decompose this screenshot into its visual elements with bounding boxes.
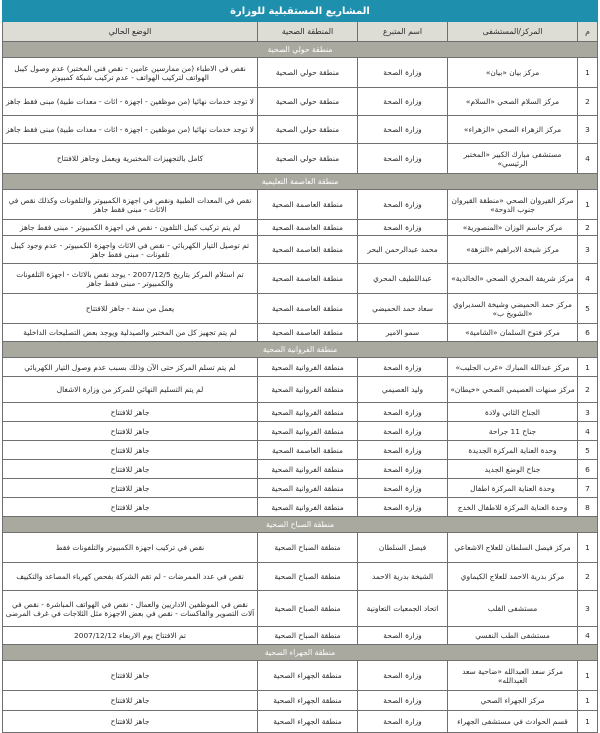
section-title: منطقة الفروانية الصحية (3, 342, 598, 358)
table-row (3, 661, 598, 691)
projects-document (2, 0, 598, 733)
center-name: وحدة العناية المركزة للاطفال الخدج (448, 498, 578, 517)
center-name: مركز شريفة المحري الصحي «الخالدية» (448, 264, 578, 294)
health-region: منطقة العاصمة الصحية (258, 294, 358, 324)
center-name: مستشفى القلب (448, 591, 578, 627)
sponsor-name: وزارة الصحة (358, 403, 448, 422)
health-region: منطقة الفروانية الصحية (258, 377, 358, 403)
health-region: منطقة الفروانية الصحية (258, 479, 358, 498)
col-header-status: الوضع الحالي (3, 22, 258, 42)
table-row (3, 190, 598, 220)
center-name: مركز فيصل السلطان للعلاج الاشعاعي (448, 533, 578, 563)
row-number: 5 (578, 294, 598, 324)
current-status: لم يتم التسليم النهائي للمركز من وزارة الاشغال (3, 377, 258, 403)
center-name: مركز فتوح السلمان «الشامية» (448, 324, 578, 342)
table-row (3, 294, 598, 324)
sponsor-name: وزارة الصحة (358, 627, 448, 645)
sponsor-name: الشيخة بدرية الاحمد (358, 563, 448, 591)
table-row (3, 144, 598, 174)
sponsor-name: وزارة الصحة (358, 479, 448, 498)
center-name: مركز السلام الصحي «السلام» (448, 88, 578, 116)
health-region: منطقة العاصمة الصحية (258, 220, 358, 236)
center-name: مركز شيخة الابراهيم «النزهة» (448, 236, 578, 264)
health-region: منطقة العاصمة الصحية (258, 236, 358, 264)
row-number: 1 (578, 58, 598, 88)
row-number: 4 (578, 627, 598, 645)
current-status: تم استلام المركز بتاريخ 2007/12/5 - يوجد نقص بالاثاث - اجهزة التلفونات والكمبيوتر - مبنى فقط جاهز (3, 264, 258, 294)
row-number: 2 (578, 377, 598, 403)
current-status: نقص في عدد الممرضات - لم تقم الشركة بفحص كهرباء المصاعد والتكييف (3, 563, 258, 591)
health-region: منطقة الفروانية الصحية (258, 422, 358, 441)
header-row (3, 22, 598, 42)
sponsor-name: وزارة الصحة (358, 498, 448, 517)
table-row (3, 533, 598, 563)
table-row (3, 403, 598, 422)
current-status: جاهز للافتتاح (3, 711, 258, 733)
row-number: 1 (578, 190, 598, 220)
sponsor-name: وزارة الصحة (358, 441, 448, 460)
table-row (3, 498, 598, 517)
table-row (3, 422, 598, 441)
center-name: وحدة العناية المركزة اطفال (448, 479, 578, 498)
center-name: مركز عبدالله المبارك «غرب الجليب» (448, 358, 578, 377)
center-name: مركز جاسم الوزان «المنصورية» (448, 220, 578, 236)
row-number: 1 (578, 358, 598, 377)
health-region: منطقة العاصمة الصحية (258, 190, 358, 220)
row-number: 6 (578, 460, 598, 479)
row-number: 6 (578, 324, 598, 342)
table-row (3, 691, 598, 711)
sponsor-name: وزارة الصحة (358, 661, 448, 691)
table-row (3, 358, 598, 377)
section-title: منطقة العاصمة التعليمية (3, 174, 598, 190)
health-region: منطقة حولي الصحية (258, 58, 358, 88)
row-number: 1 (578, 661, 598, 691)
current-status: تم توصيل التيار الكهربائي - نقص في الاثاث واجهزة الكمبيوتر - عدم وجود كيبل تلفونات - مبنى فقط جاهز (3, 236, 258, 264)
current-status: جاهز للافتتاح (3, 479, 258, 498)
row-number: 1 (578, 691, 598, 711)
health-region: منطقة الجهراء الصحية (258, 711, 358, 733)
sponsor-name: سمو الامير (358, 324, 448, 342)
sponsor-name: وزارة الصحة (358, 460, 448, 479)
current-status: نقص في الاطباء (من ممارسين عامين - نقص فني المختبر) عدم وصول كيبل الهواتف لتركيب الهواتف - عدم تركيب شبكة كمبيوتر (3, 58, 258, 88)
sponsor-name: وزارة الصحة (358, 691, 448, 711)
table-row (3, 88, 598, 116)
center-name: مركز بدرية الاحمد للعلاج الكيماوي (448, 563, 578, 591)
table-row (3, 591, 598, 627)
center-name: قسم الحوادث في مستشفى الجهراء (448, 711, 578, 733)
projects-table (2, 0, 598, 733)
table-row (3, 479, 598, 498)
health-region: منطقة الفروانية الصحية (258, 498, 358, 517)
row-number: 1 (578, 711, 598, 733)
health-region: منطقة الصباح الصحية (258, 533, 358, 563)
current-status: يعمل من سنة - جاهز للافتتاح (3, 294, 258, 324)
health-region: منطقة الصباح الصحية (258, 591, 358, 627)
current-status: نقص في تركيب اجهزة الكمبيوتر والتلفونات فقط (3, 533, 258, 563)
current-status: جاهز للافتتاح (3, 691, 258, 711)
center-name: مركز سعد العبدالله «ضاحية سعد العبدالله» (448, 661, 578, 691)
current-status: جاهز للافتتاح (3, 661, 258, 691)
current-status: جاهز للافتتاح (3, 460, 258, 479)
table-row (3, 220, 598, 236)
current-status: جاهز للافتتاح (3, 403, 258, 422)
center-name: مركز القيروان الصحي «منطقة القيروان جنوب الدوحة» (448, 190, 578, 220)
section-row (3, 342, 598, 358)
center-name: مركز بيان «بيان» (448, 58, 578, 88)
health-region: منطقة الفروانية الصحية (258, 460, 358, 479)
center-name: مركز صنهات العصيمي الصحي «خيطان» (448, 377, 578, 403)
row-number: 3 (578, 403, 598, 422)
row-number: 4 (578, 264, 598, 294)
table-title-row (3, 1, 598, 22)
current-status: جاهز للافتتاح (3, 422, 258, 441)
current-status: كامل بالتجهيزات المختبرية ويعمل وجاهز للافتتاح (3, 144, 258, 174)
table-row (3, 236, 598, 264)
health-region: منطقة العاصمة الصحية (258, 324, 358, 342)
health-region: منطقة الجهراء الصحية (258, 661, 358, 691)
row-number: 1 (578, 533, 598, 563)
current-status: نقص في المعدات الطبية ونقص في اجهزة الكمبيوتر والتلفونات وكذلك نقص في الاثاث - مبنى فقط جاهز (3, 190, 258, 220)
table-row (3, 711, 598, 733)
center-name: الجناح الثاني ولادة (448, 403, 578, 422)
center-name: مستشفى الطب النفسي (448, 627, 578, 645)
section-title: منطقة الصباح الصحية (3, 517, 598, 533)
center-name: جناح 11 جراحة (448, 422, 578, 441)
sponsor-name: وزارة الصحة (358, 190, 448, 220)
row-number: 4 (578, 144, 598, 174)
sponsor-name: وزارة الصحة (358, 220, 448, 236)
section-row (3, 517, 598, 533)
sponsor-name: محمد عبدالرحمن البحر (358, 236, 448, 264)
current-status: جاهز للافتتاح (3, 441, 258, 460)
sponsor-name: وزارة الصحة (358, 711, 448, 733)
health-region: منطقة الفروانية الصحية (258, 358, 358, 377)
row-number: 3 (578, 591, 598, 627)
center-name: جناح الوضع الجديد (448, 460, 578, 479)
row-number: 5 (578, 441, 598, 460)
sponsor-name: وزارة الصحة (358, 116, 448, 144)
table-title: المشاريع المستقبلية للوزارة (3, 1, 598, 22)
current-status: نقص في الموظفين الاداريين والعمال - نقص في الهواتف المباشرة - نقص في آلات التصوير والفاكسات - نقص في بعض الاجهزة مثل الثلاجات في غرف المرضى (3, 591, 258, 627)
sponsor-name: اتحاد الجمعيات التعاونية (358, 591, 448, 627)
center-name: وحدة العناية المركزة الجديدة (448, 441, 578, 460)
sponsor-name: وزارة الصحة (358, 88, 448, 116)
section-title: منطقة الجهراء الصحية (3, 645, 598, 661)
table-row (3, 441, 598, 460)
table-row (3, 377, 598, 403)
current-status: لم يتم تسلم المركز حتى الآن وذلك بسبب عدم وصول التيار الكهربائي (3, 358, 258, 377)
health-region: منطقة الفروانية الصحية (258, 403, 358, 422)
col-header-region: المنطقة الصحية (258, 22, 358, 42)
table-row (3, 116, 598, 144)
row-number: 4 (578, 422, 598, 441)
sponsor-name: وزارة الصحة (358, 58, 448, 88)
row-number: 7 (578, 479, 598, 498)
health-region: منطقة الجهراء الصحية (258, 691, 358, 711)
sponsor-name: سعاد حمد الحميضي (358, 294, 448, 324)
table-row (3, 58, 598, 88)
section-title: منطقة حولي الصحية (3, 42, 598, 58)
sponsor-name: وزارة الصحة (358, 358, 448, 377)
current-status: لا توجد خدمات نهائيا (من موظفين - اجهزة - اثاث - معدات طبية) مبنى فقط جاهز (3, 88, 258, 116)
sponsor-name: وزارة الصحة (358, 144, 448, 174)
sponsor-name: عبداللطيف المحري (358, 264, 448, 294)
health-region: منطقة العاصمة الصحية (258, 441, 358, 460)
sponsor-name: وليد العصيمي (358, 377, 448, 403)
health-region: منطقة الصباح الصحية (258, 627, 358, 645)
health-region: منطقة العاصمة الصحية (258, 264, 358, 294)
health-region: منطقة حولي الصحية (258, 144, 358, 174)
row-number: 3 (578, 236, 598, 264)
row-number: 2 (578, 563, 598, 591)
current-status: جاهز للافتتاح (3, 498, 258, 517)
table-row (3, 627, 598, 645)
center-name: مركز حمد الحميضي وشيخة السديراوي «الشويخ ب» (448, 294, 578, 324)
section-row (3, 174, 598, 190)
health-region: منطقة حولي الصحية (258, 88, 358, 116)
health-region: منطقة حولي الصحية (258, 116, 358, 144)
table-row (3, 460, 598, 479)
table-row (3, 264, 598, 294)
row-number: 2 (578, 88, 598, 116)
center-name: مركز الجهراء الصحي (448, 691, 578, 711)
table-row (3, 324, 598, 342)
section-row (3, 42, 598, 58)
row-number: 2 (578, 220, 598, 236)
current-status: لم يتم تجهيز كل من المختبر والصيدلية ويوجد بعض التصليحات الداخلية (3, 324, 258, 342)
current-status: لا توجد خدمات نهائيا (من موظفين - اجهزة - اثاث - معدات طبية) مبنى فقط جاهز (3, 116, 258, 144)
section-row (3, 645, 598, 661)
col-header-center: المركز/المستشفى (448, 22, 578, 42)
row-number: 3 (578, 116, 598, 144)
row-number: 8 (578, 498, 598, 517)
sponsor-name: فيصل السلطان (358, 533, 448, 563)
table-row (3, 563, 598, 591)
center-name: مركز الزهراء الصحي «الزهراء» (448, 116, 578, 144)
sponsor-name: وزارة الصحة (358, 422, 448, 441)
center-name: مستشفى مبارك الكبير «المختبر الرئيسي» (448, 144, 578, 174)
current-status: لم يتم تركيب كيبل التلفون - نقص في اجهزة الكمبيوتر - مبنى فقط جاهز (3, 220, 258, 236)
current-status: تم الافتتاح يوم الاربعاء 2007/12/12 (3, 627, 258, 645)
health-region: منطقة الصباح الصحية (258, 563, 358, 591)
col-header-sponsor: اسم المتبرع (358, 22, 448, 42)
col-header-number: م (578, 22, 598, 42)
